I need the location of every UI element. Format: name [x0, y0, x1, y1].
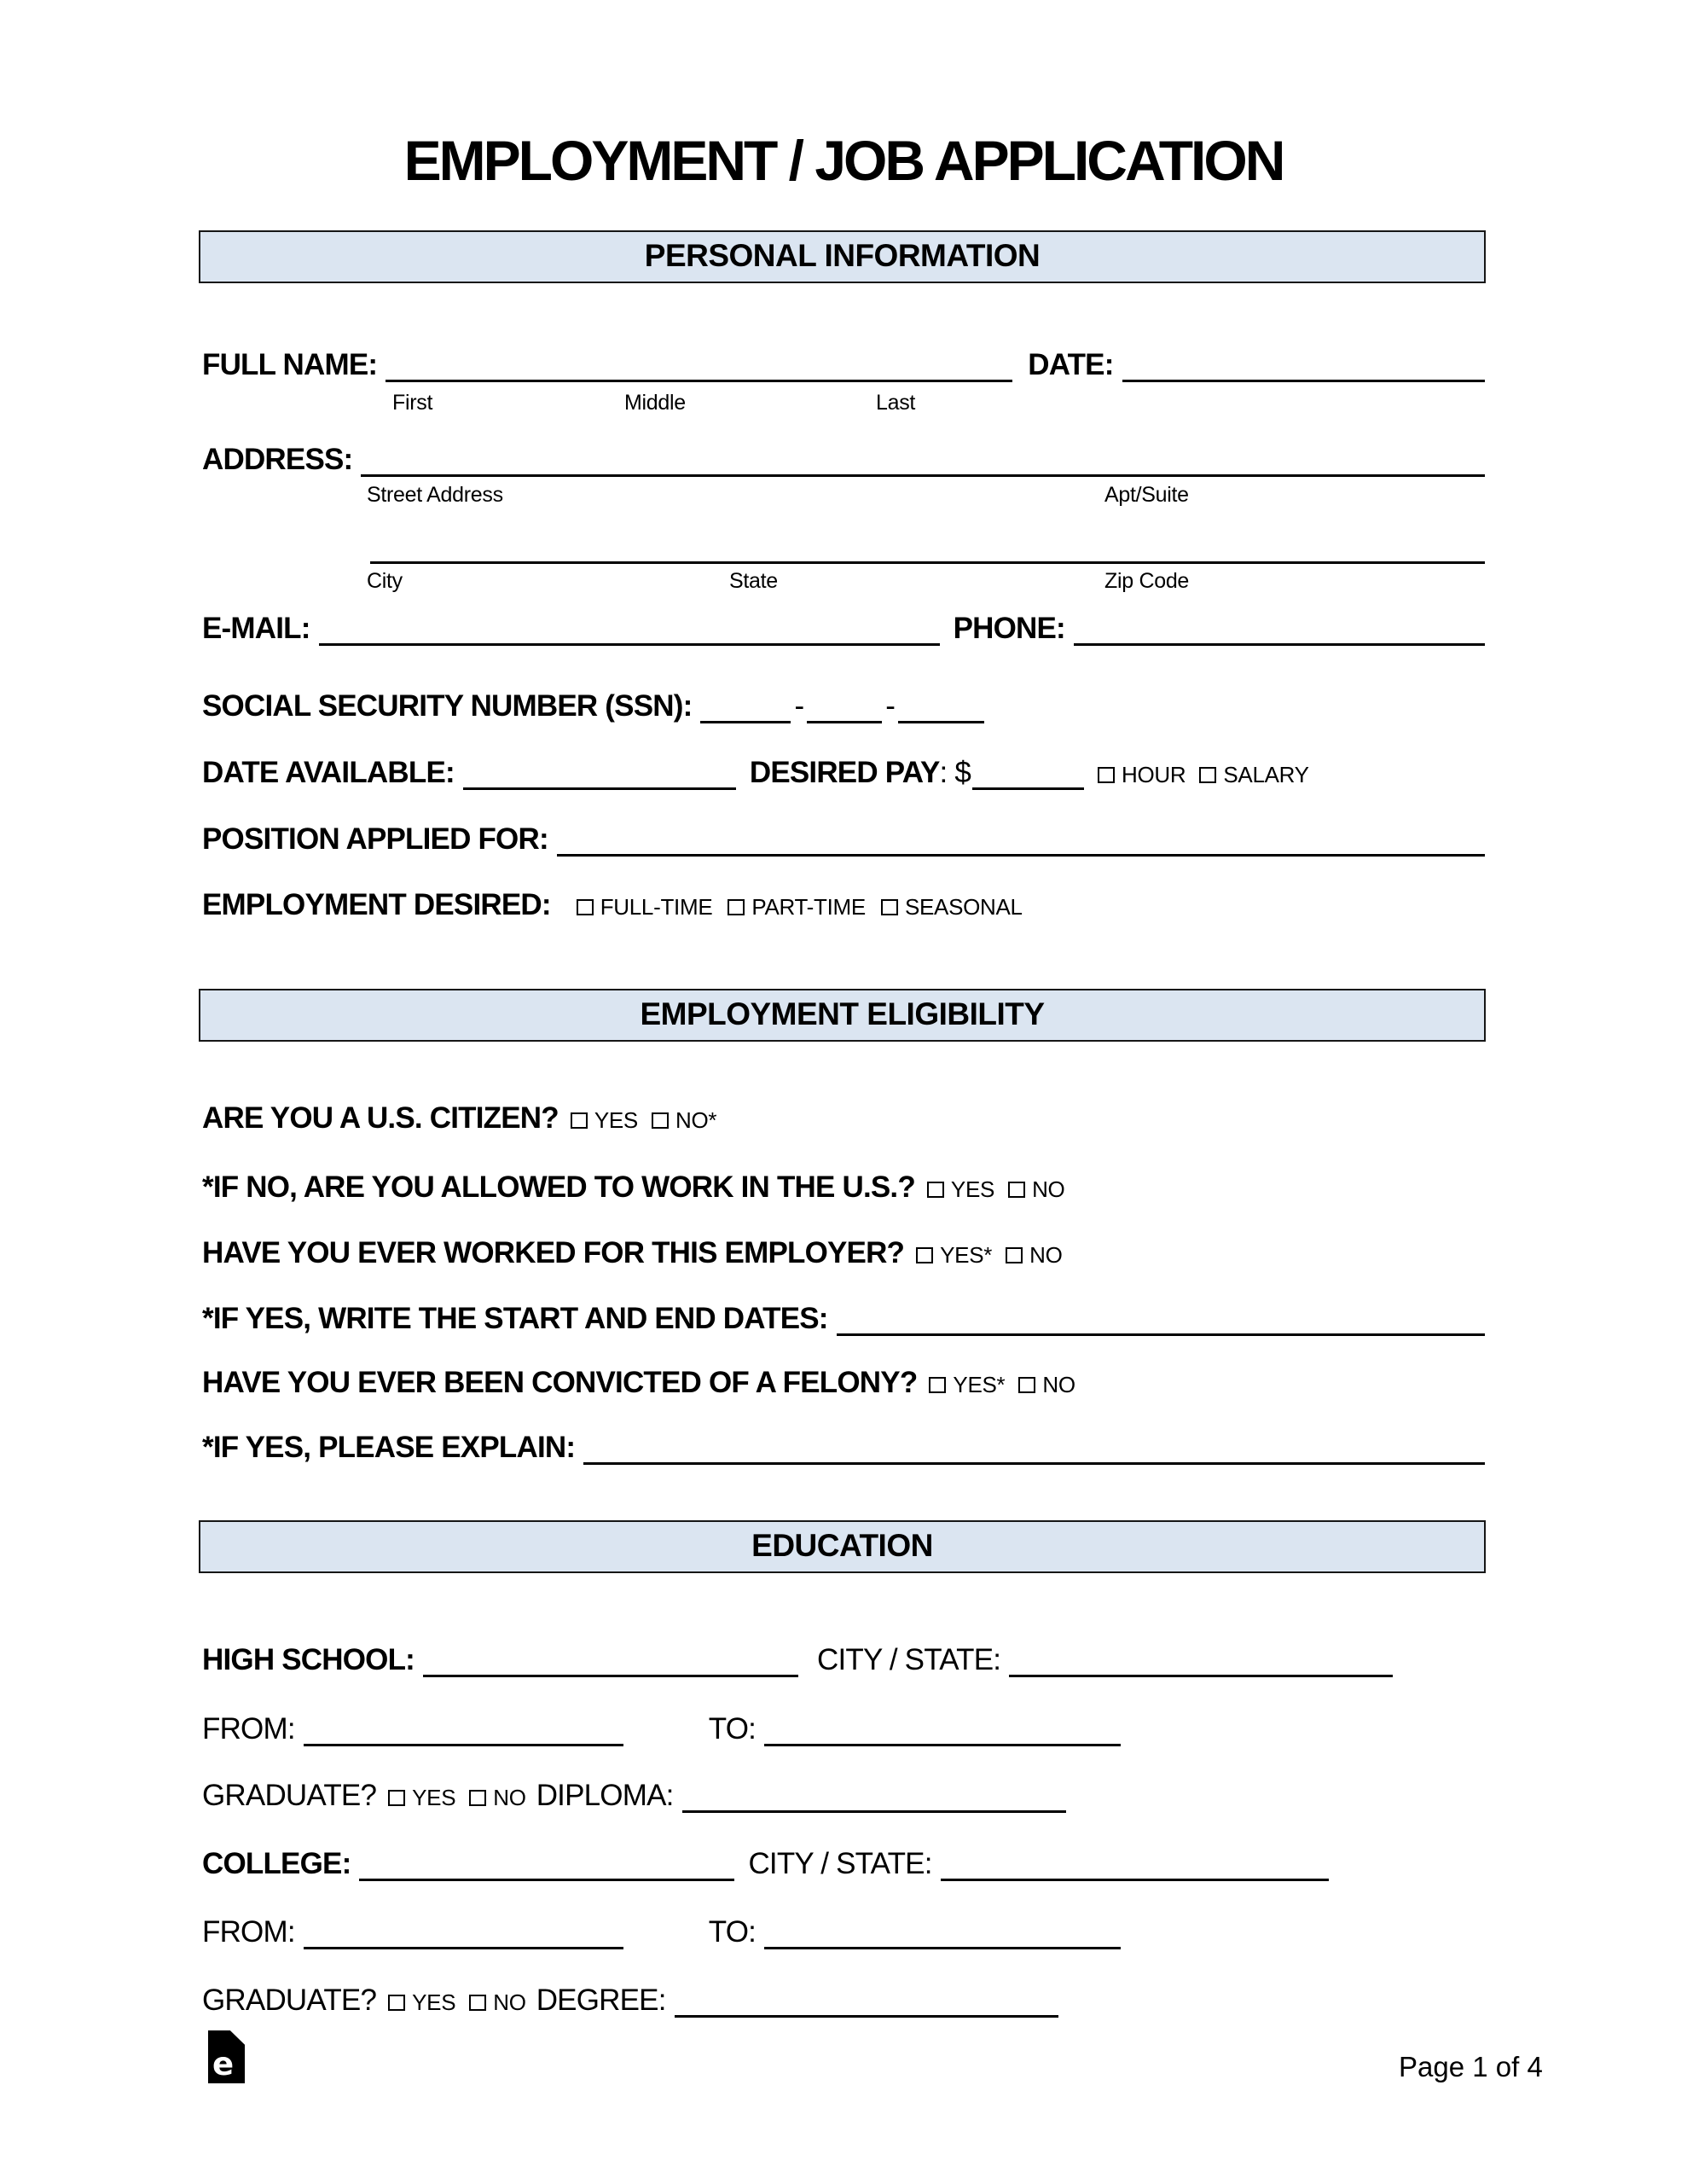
- felony-explain-input[interactable]: [583, 1462, 1485, 1465]
- college-degree-label: DEGREE:: [536, 1984, 666, 2017]
- employment-parttime-checkbox[interactable]: [728, 899, 745, 915]
- allowed-yes-label: YES: [950, 1176, 995, 1202]
- college-from-label: FROM:: [202, 1915, 295, 1949]
- name-sublabels-row: [202, 391, 1485, 420]
- felony-yes-checkbox[interactable]: [929, 1377, 946, 1393]
- citizen-yes-label: YES: [594, 1107, 638, 1133]
- high-school-label: HIGH SCHOOL:: [202, 1643, 415, 1676]
- hs-from-input[interactable]: [304, 1744, 623, 1746]
- hs-graduate-row: [202, 1779, 1485, 1813]
- full-name-label: FULL NAME:: [202, 348, 378, 381]
- hs-city-state-label: CITY / STATE:: [817, 1643, 1001, 1676]
- desired-pay-input[interactable]: [972, 787, 1084, 790]
- citizen-question-label: ARE YOU A U.S. CITIZEN?: [202, 1101, 559, 1135]
- position-row: [202, 822, 1485, 857]
- full-name-input[interactable]: [386, 380, 1012, 382]
- hs-diploma-input[interactable]: [682, 1810, 1066, 1813]
- citizen-no-label: NO*: [675, 1107, 717, 1133]
- college-graduate-no-checkbox[interactable]: [469, 1995, 486, 2011]
- ssn-label: SOCIAL SECURITY NUMBER (SSN):: [202, 689, 693, 723]
- address-sublabels-row-2: [202, 569, 1485, 598]
- pay-hour-label: HOUR: [1122, 762, 1186, 787]
- hs-graduate-no-checkbox[interactable]: [469, 1790, 486, 1806]
- employment-desired-label: EMPLOYMENT DESIRED:: [202, 888, 551, 921]
- worked-question-label: HAVE YOU EVER WORKED FOR THIS EMPLOYER?: [202, 1236, 905, 1269]
- hs-graduate-yes-label: YES: [412, 1785, 456, 1810]
- date-available-pay-row: [202, 756, 1485, 790]
- hs-from-to-row: [202, 1712, 1485, 1746]
- allowed-no-option: [1008, 1177, 1064, 1203]
- college-graduate-row: [202, 1984, 1485, 2018]
- address-label: ADDRESS:: [202, 443, 353, 476]
- college-city-state-input[interactable]: [941, 1879, 1329, 1881]
- felony-yes-option: [929, 1373, 1005, 1398]
- employment-fulltime-checkbox[interactable]: [577, 899, 594, 915]
- hs-to-input[interactable]: [764, 1744, 1121, 1746]
- date-available-label: DATE AVAILABLE:: [202, 756, 455, 789]
- page-number: Page 1 of 4: [1399, 2051, 1543, 2082]
- college-from-input[interactable]: [304, 1947, 623, 1949]
- citizen-yes-option: [571, 1108, 638, 1134]
- hs-graduate-label: GRADUATE?: [202, 1779, 377, 1812]
- phone-input[interactable]: [1074, 643, 1485, 646]
- college-city-state-label: CITY / STATE:: [748, 1847, 932, 1880]
- college-graduate-yes-checkbox[interactable]: [388, 1995, 405, 2011]
- employment-fulltime-label: FULL-TIME: [600, 894, 713, 920]
- hs-graduate-yes-option: [388, 1786, 455, 1811]
- allowed-question-row: [202, 1170, 1485, 1205]
- pay-salary-label: SALARY: [1223, 762, 1309, 787]
- college-graduate-no-label: NO: [493, 1989, 526, 2015]
- state-sublabel: State: [729, 569, 778, 593]
- section-header-personal-information: PERSONAL INFORMATION: [199, 230, 1486, 283]
- position-input[interactable]: [557, 854, 1485, 857]
- employment-seasonal-label: SEASONAL: [904, 894, 1023, 920]
- college-graduate-yes-label: YES: [412, 1989, 456, 2015]
- last-name-sublabel: Last: [876, 391, 916, 415]
- felony-question-label: HAVE YOU EVER BEEN CONVICTED OF A FELONY?: [202, 1366, 918, 1399]
- street-address-sublabel: Street Address: [367, 483, 503, 507]
- address-line2-input[interactable]: [370, 561, 1485, 564]
- eforms-logo-icon: [208, 2030, 245, 2083]
- college-graduate-yes-option: [388, 1990, 455, 2016]
- ssn-part2-input[interactable]: [807, 721, 882, 723]
- employment-seasonal-checkbox[interactable]: [881, 899, 898, 915]
- ssn-dash-1: -: [794, 689, 804, 723]
- hs-city-state-input[interactable]: [1009, 1675, 1393, 1677]
- citizen-yes-checkbox[interactable]: [571, 1112, 588, 1129]
- address-row: [202, 443, 1485, 477]
- start-end-dates-input[interactable]: [837, 1333, 1485, 1336]
- allowed-no-label: NO: [1032, 1176, 1065, 1202]
- felony-question-row: [202, 1366, 1485, 1400]
- employment-seasonal-option: [881, 895, 1023, 921]
- apt-suite-sublabel: Apt/Suite: [1104, 483, 1189, 507]
- section-header-employment-eligibility: EMPLOYMENT ELIGIBILITY: [199, 989, 1486, 1042]
- ssn-row: [202, 689, 1485, 723]
- citizen-question-row: [202, 1101, 1485, 1136]
- allowed-question-label: *IF NO, ARE YOU ALLOWED TO WORK IN THE U.S.?: [202, 1170, 915, 1204]
- city-sublabel: City: [367, 569, 403, 593]
- hs-from-label: FROM:: [202, 1712, 295, 1745]
- desired-pay-currency: : $: [939, 756, 971, 789]
- college-row: [202, 1847, 1485, 1881]
- college-label: COLLEGE:: [202, 1847, 351, 1880]
- citizen-no-option: [652, 1108, 716, 1134]
- allowed-yes-option: [927, 1177, 994, 1203]
- felony-no-option: [1018, 1373, 1075, 1398]
- college-from-to-row: [202, 1915, 1485, 1949]
- allowed-no-checkbox[interactable]: [1008, 1182, 1025, 1198]
- felony-yes-label: YES*: [953, 1372, 1006, 1397]
- worked-question-row: [202, 1236, 1485, 1270]
- pay-hour-checkbox[interactable]: [1098, 767, 1115, 783]
- ssn-part3-input[interactable]: [898, 721, 984, 723]
- start-end-dates-label: *IF YES, WRITE THE START AND END DATES:: [202, 1302, 828, 1335]
- college-degree-input[interactable]: [675, 2015, 1058, 2018]
- felony-no-checkbox[interactable]: [1018, 1377, 1035, 1393]
- college-to-input[interactable]: [764, 1947, 1121, 1949]
- worked-yes-label: YES*: [940, 1242, 993, 1268]
- form-title: EMPLOYMENT / JOB APPLICATION: [403, 129, 1284, 192]
- college-graduate-label: GRADUATE?: [202, 1984, 377, 2017]
- employment-fulltime-option: [577, 895, 713, 921]
- phone-label: PHONE:: [953, 612, 1065, 645]
- college-input[interactable]: [359, 1879, 734, 1881]
- allowed-yes-checkbox[interactable]: [927, 1182, 944, 1198]
- full-name-row: [202, 348, 1485, 382]
- college-graduate-no-option: [469, 1990, 525, 2016]
- employment-parttime-label: PART-TIME: [751, 894, 866, 920]
- employment-desired-row: [202, 888, 1485, 922]
- citizen-no-checkbox[interactable]: [652, 1112, 669, 1129]
- worked-no-option: [1006, 1243, 1062, 1269]
- logo-letter-e: e: [212, 2046, 235, 2082]
- email-phone-row: [202, 612, 1485, 646]
- felony-explain-label: *IF YES, PLEASE EXPLAIN:: [202, 1431, 576, 1464]
- worked-no-checkbox[interactable]: [1006, 1247, 1023, 1263]
- pay-hour-option: [1098, 763, 1186, 788]
- zip-code-sublabel: Zip Code: [1104, 569, 1190, 593]
- hs-graduate-no-option: [469, 1786, 525, 1811]
- date-input[interactable]: [1122, 380, 1485, 382]
- worked-yes-option: [916, 1243, 992, 1269]
- date-label: DATE:: [1028, 348, 1114, 381]
- ssn-dash-2: -: [885, 689, 896, 723]
- pay-salary-checkbox[interactable]: [1199, 767, 1216, 783]
- felony-no-label: NO: [1042, 1372, 1075, 1397]
- hs-diploma-label: DIPLOMA:: [536, 1779, 674, 1812]
- college-to-label: TO:: [708, 1915, 757, 1949]
- position-label: POSITION APPLIED FOR:: [202, 822, 548, 856]
- middle-name-sublabel: Middle: [624, 391, 686, 415]
- pay-salary-option: [1199, 763, 1308, 788]
- date-available-input[interactable]: [463, 787, 736, 790]
- street-address-input[interactable]: [361, 474, 1485, 477]
- high-school-input[interactable]: [423, 1675, 798, 1677]
- worked-yes-checkbox[interactable]: [916, 1247, 933, 1263]
- email-input[interactable]: [319, 643, 940, 646]
- email-label: E-MAIL:: [202, 612, 310, 645]
- start-end-dates-row: [202, 1302, 1485, 1336]
- employment-parttime-option: [728, 895, 866, 921]
- address-sublabels-row-1: [202, 483, 1485, 512]
- high-school-row: [202, 1643, 1485, 1677]
- ssn-part1-input[interactable]: [700, 721, 791, 723]
- hs-graduate-yes-checkbox[interactable]: [388, 1790, 405, 1806]
- desired-pay-label: DESIRED PAY: [749, 756, 940, 789]
- first-name-sublabel: First: [392, 391, 433, 415]
- hs-graduate-no-label: NO: [493, 1785, 526, 1810]
- felony-explain-row: [202, 1431, 1485, 1465]
- hs-to-label: TO:: [708, 1712, 757, 1745]
- worked-no-label: NO: [1029, 1242, 1063, 1268]
- section-header-education: EDUCATION: [199, 1520, 1486, 1573]
